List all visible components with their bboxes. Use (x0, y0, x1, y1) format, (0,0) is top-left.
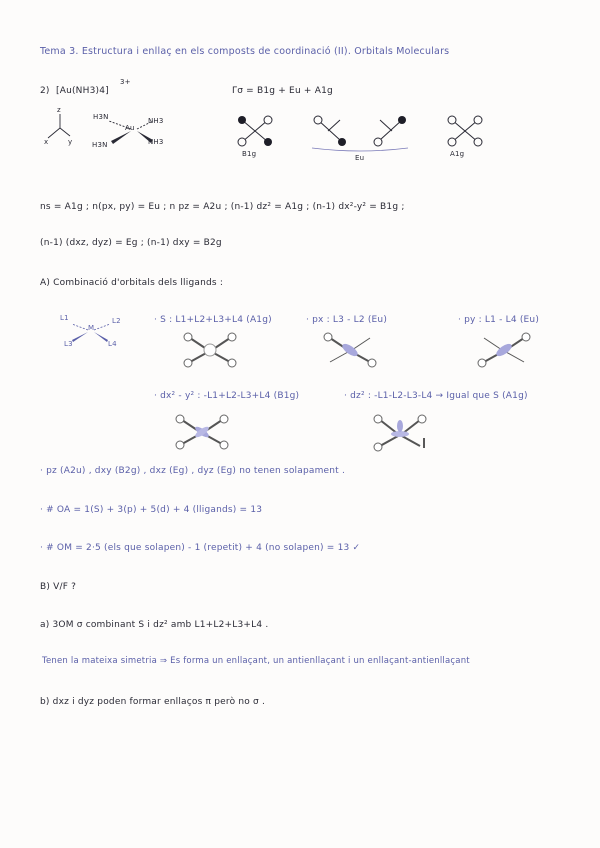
eu-orbital-sketch-2 (374, 116, 406, 146)
dz2-combination-sketch (370, 412, 430, 452)
dx2y2-combination-sketch (172, 412, 232, 452)
no-overlap-note: · pz (A2u) , dxy (B2g) , dxz (Eg) , dyz (Eg) no tenen solapament . (40, 466, 346, 476)
count-mo: · # OM = 2·5 (els que solapen) - 1 (repetit) + 4 (no solapen) = 13 ✓ (40, 543, 361, 553)
py-combination-sketch (474, 330, 534, 370)
ligand-nh3-bottom-right: NH3 (148, 138, 164, 146)
count-ao: · # OA = 1(S) + 3(p) + 5(d) + 4 (lligands) = 13 (40, 505, 263, 515)
s-combination-sketch (180, 330, 240, 370)
statement-a-answer: Tenen la mateixa simetria ⇒ Es forma un enllaçant, un antienllaçant i un enllaçant-antienllaçant (42, 656, 470, 666)
complex-formula: [Au(NH3)4] (56, 86, 109, 96)
q2-number: 2) (40, 86, 50, 96)
ligand-nh3-top-left: H3N (93, 113, 109, 121)
salc-py: · py : L1 - L4 (Eu) (458, 315, 540, 325)
ml4-l3: L3 (64, 340, 73, 348)
ml4-l4: L4 (108, 340, 117, 348)
label-b1g: B1g (242, 150, 257, 158)
assignment-line-1: ns = A1g ; n(px, py) = Eu ; n pz = A2u ; (n-1) dz² = A1g ; (n-1) dx²-y² = B1g ; (40, 202, 405, 212)
salc-s: · S : L1+L2+L3+L4 (A1g) (154, 315, 272, 325)
part-b-heading: B) V/F ? (40, 582, 77, 592)
ml4-metal: M (88, 324, 95, 332)
axis-x-label: x (44, 138, 49, 146)
gamma-sigma: Γσ = B1g + Eu + A1g (232, 86, 333, 96)
px-combination-sketch (320, 330, 380, 370)
ml4-l1: L1 (60, 314, 69, 322)
b1g-orbital-sketch (238, 116, 272, 146)
ligand-nh3-bottom-left: H3N (92, 141, 108, 149)
salc-dz2: · dz² : -L1-L2-L3-L4 → Igual que S (A1g) (344, 391, 528, 401)
part-a-heading: A) Combinació d'orbitals dels lligands : (40, 278, 224, 288)
ml4-l2: L2 (112, 317, 121, 325)
label-a1g: A1g (450, 150, 465, 158)
statement-b: b) dxz i dyz poden formar enllaços π però no σ . (40, 697, 266, 707)
a1g-orbital-sketch (448, 116, 482, 146)
axis-y-label: y (68, 138, 73, 146)
page-title: Tema 3. Estructura i enllaç en els composts de coordinació (II). Orbitals Moleculars (40, 46, 450, 57)
statement-a: a) 3OM σ combinant S i dz² amb L1+L2+L3+L4 . (40, 620, 269, 630)
ligand-nh3-top-right: NH3 (148, 117, 164, 125)
assignment-line-2: (n-1) (dxz, dyz) = Eg ; (n-1) dxy = B2g (40, 238, 222, 248)
complex-charge: 3+ (120, 78, 131, 86)
salc-px: · px : L3 - L2 (Eu) (306, 315, 388, 325)
axis-z-label: z (57, 106, 61, 114)
label-eu: Eu (355, 154, 365, 162)
metal-au: Au (125, 124, 135, 132)
salc-dx2y2: · dx² - y² : -L1+L2-L3+L4 (B1g) (154, 391, 300, 401)
eu-orbital-sketch-1 (314, 116, 346, 146)
